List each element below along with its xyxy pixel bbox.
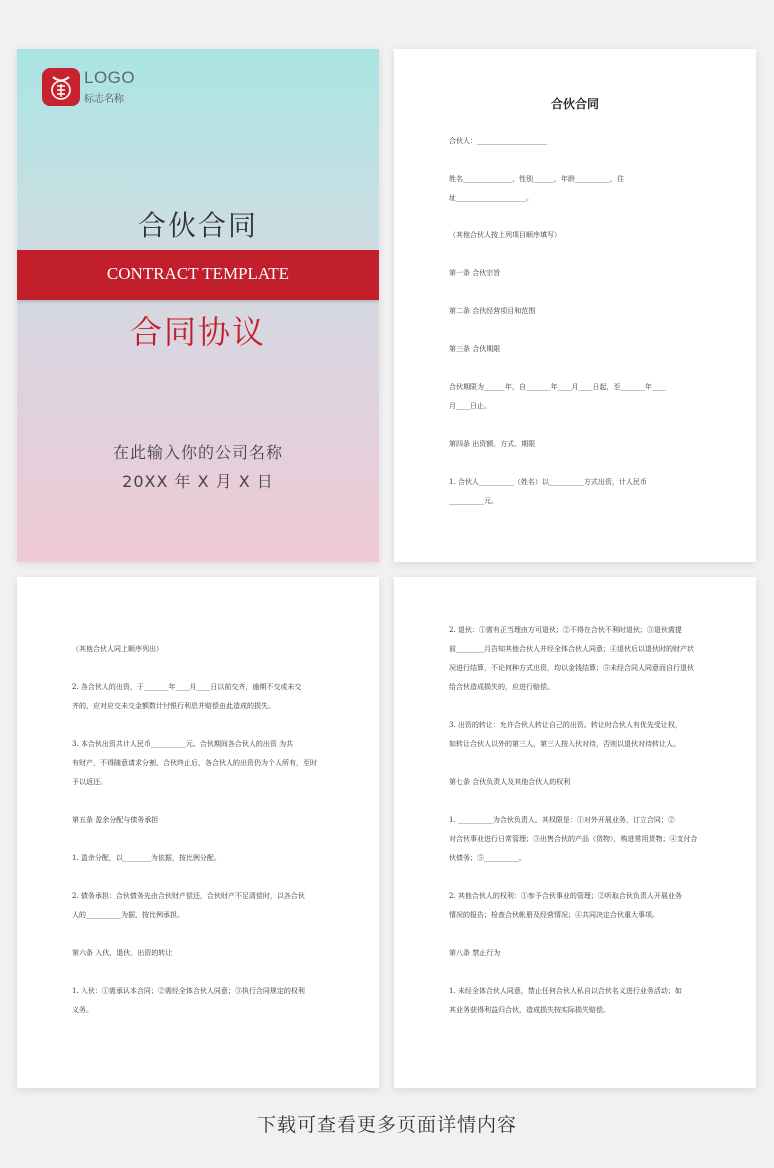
text-line: 1. __________为合伙负责人。其权限是：①对外开展业务，订立合同；② (449, 816, 675, 824)
text-line: 2. 各合伙人的出资，于_______年____月____日以前交齐，逾期不交或未交 (72, 683, 302, 691)
logo-subtitle: 标志名称 (84, 94, 124, 105)
document-title: 合伙合同 (550, 97, 599, 111)
cover-band-text: CONTRACT TEMPLATE (106, 264, 290, 283)
cover-band (17, 250, 379, 300)
section-heading: 第二条 合伙经营项目和范围 (449, 307, 536, 315)
text-line: 合伙人：____________________ (449, 137, 547, 145)
cover-date: 20XX 年 X 月 X 日 (122, 472, 274, 491)
text-line: 齐的，应对应交未交金额数计付银行利息并赔偿由此造成的损失。 (72, 702, 275, 710)
contract-page-2 (17, 577, 379, 1088)
text-line: __________元。 (449, 497, 498, 505)
text-line: 1. 合伙人__________（姓名）以__________方式出资，计人民币 (449, 478, 647, 486)
text-line: 况进行结算，不论何种方式出资，均以金钱结算；⑤未经合同人同意而自行退伙 (449, 664, 694, 672)
section-heading: 第八条 禁止行为 (449, 949, 501, 957)
section-heading: 第四条 出资额、方式、期限 (449, 440, 536, 448)
company-name: 在此输入你的公司名称 (112, 443, 283, 462)
text-line: 前________月告知其他合伙人并经全体合伙人同意；④退伙后以退伙时的财产状 (449, 645, 694, 653)
text-line: 3. 出资的转让：允许合伙人转让自己的出资。转让时合伙人有优先受让权， (449, 721, 682, 729)
text-line: 有财产，不得随意请求分割，合伙终止后，各合伙人的出资仍为个人所有，至时 (72, 759, 317, 767)
section-heading: 第一条 合伙宗旨 (449, 269, 501, 277)
text-line: 对合伙事业进行日常管理；③出售合伙的产品（货物），购进常用货物；④支付合 (449, 835, 698, 843)
text-line: 3. 本合伙出资共计人民币__________元。合伙期间各合伙人的出资 为共 (72, 740, 294, 748)
text-line: 情况的报告；检查合伙帐册及经营情况；④共同决定合伙重大事项。 (449, 911, 659, 919)
text-line: （其他合伙人按上列项目顺序填写） (449, 231, 561, 239)
logo-icon (42, 68, 80, 106)
text-line: 址____________________。 (449, 194, 533, 202)
section-heading: 第三条 合伙期限 (449, 345, 501, 353)
cover-title: 合伙合同 (137, 209, 258, 242)
text-line: 2. 债务承担：合伙债务先由合伙财产偿还，合伙财产不足清偿时，以各合伙 (72, 892, 305, 900)
text-line: （其他合伙人同上顺序列出） (72, 645, 163, 653)
text-line: 1. 盈余分配，以________为依据，按比例分配。 (72, 854, 221, 862)
text-line: 人的__________为据，按比例承担。 (72, 911, 184, 919)
text-line: 如转让合伙人以外的第三人，第三人按入伙对待，否则以退伙对待转让人。 (449, 740, 680, 748)
text-line: 予以返还。 (72, 778, 107, 786)
section-heading: 第五条 盈余分配与债务承担 (72, 816, 159, 824)
text-line: 1. 入伙：①需承认本合同；②需经全体合伙人同意；③执行合同规定的权利 (72, 987, 305, 995)
section-heading: 第七条 合伙负责人及其他合伙人的权利 (449, 778, 571, 786)
text-line: 其业务获得利益归合伙，造成损失按实际损失赔偿。 (449, 1006, 610, 1014)
text-line: 给合伙造成损失的，应进行赔偿。 (449, 683, 554, 691)
text-line: 义务。 (72, 1006, 93, 1014)
text-line: 2. 其他合伙人的权利：①参予合伙事业的管理；②听取合伙负责人开展业务 (449, 892, 682, 900)
cover-subtitle: 合同协议 (129, 313, 266, 351)
text-line: 姓名______________，性别______，年龄__________，住 (449, 175, 624, 183)
download-prompt: 下载可查看更多页面详情内容 (256, 1114, 517, 1136)
text-line: 合伙期限为______年，自_______年____月____日起，至_______年____ (449, 383, 666, 391)
text-line: 伙债务；⑤__________。 (449, 854, 526, 862)
text-line: 2. 退伙：①需有正当理由方可退伙；②不得在合伙不利时退伙；③退伙需提 (449, 626, 682, 634)
section-heading: 第六条 入伙、退伙、出资的转让 (72, 949, 173, 957)
cover-page (17, 49, 379, 562)
logo-text: LOGO (84, 68, 136, 87)
text-line: 月____日止。 (449, 402, 491, 410)
contract-page-3 (394, 577, 756, 1088)
text-line: 1. 未经全体合伙人同意，禁止任何合伙人私自以合伙名义进行业务活动；如 (449, 987, 682, 995)
contract-page-1 (394, 49, 756, 562)
